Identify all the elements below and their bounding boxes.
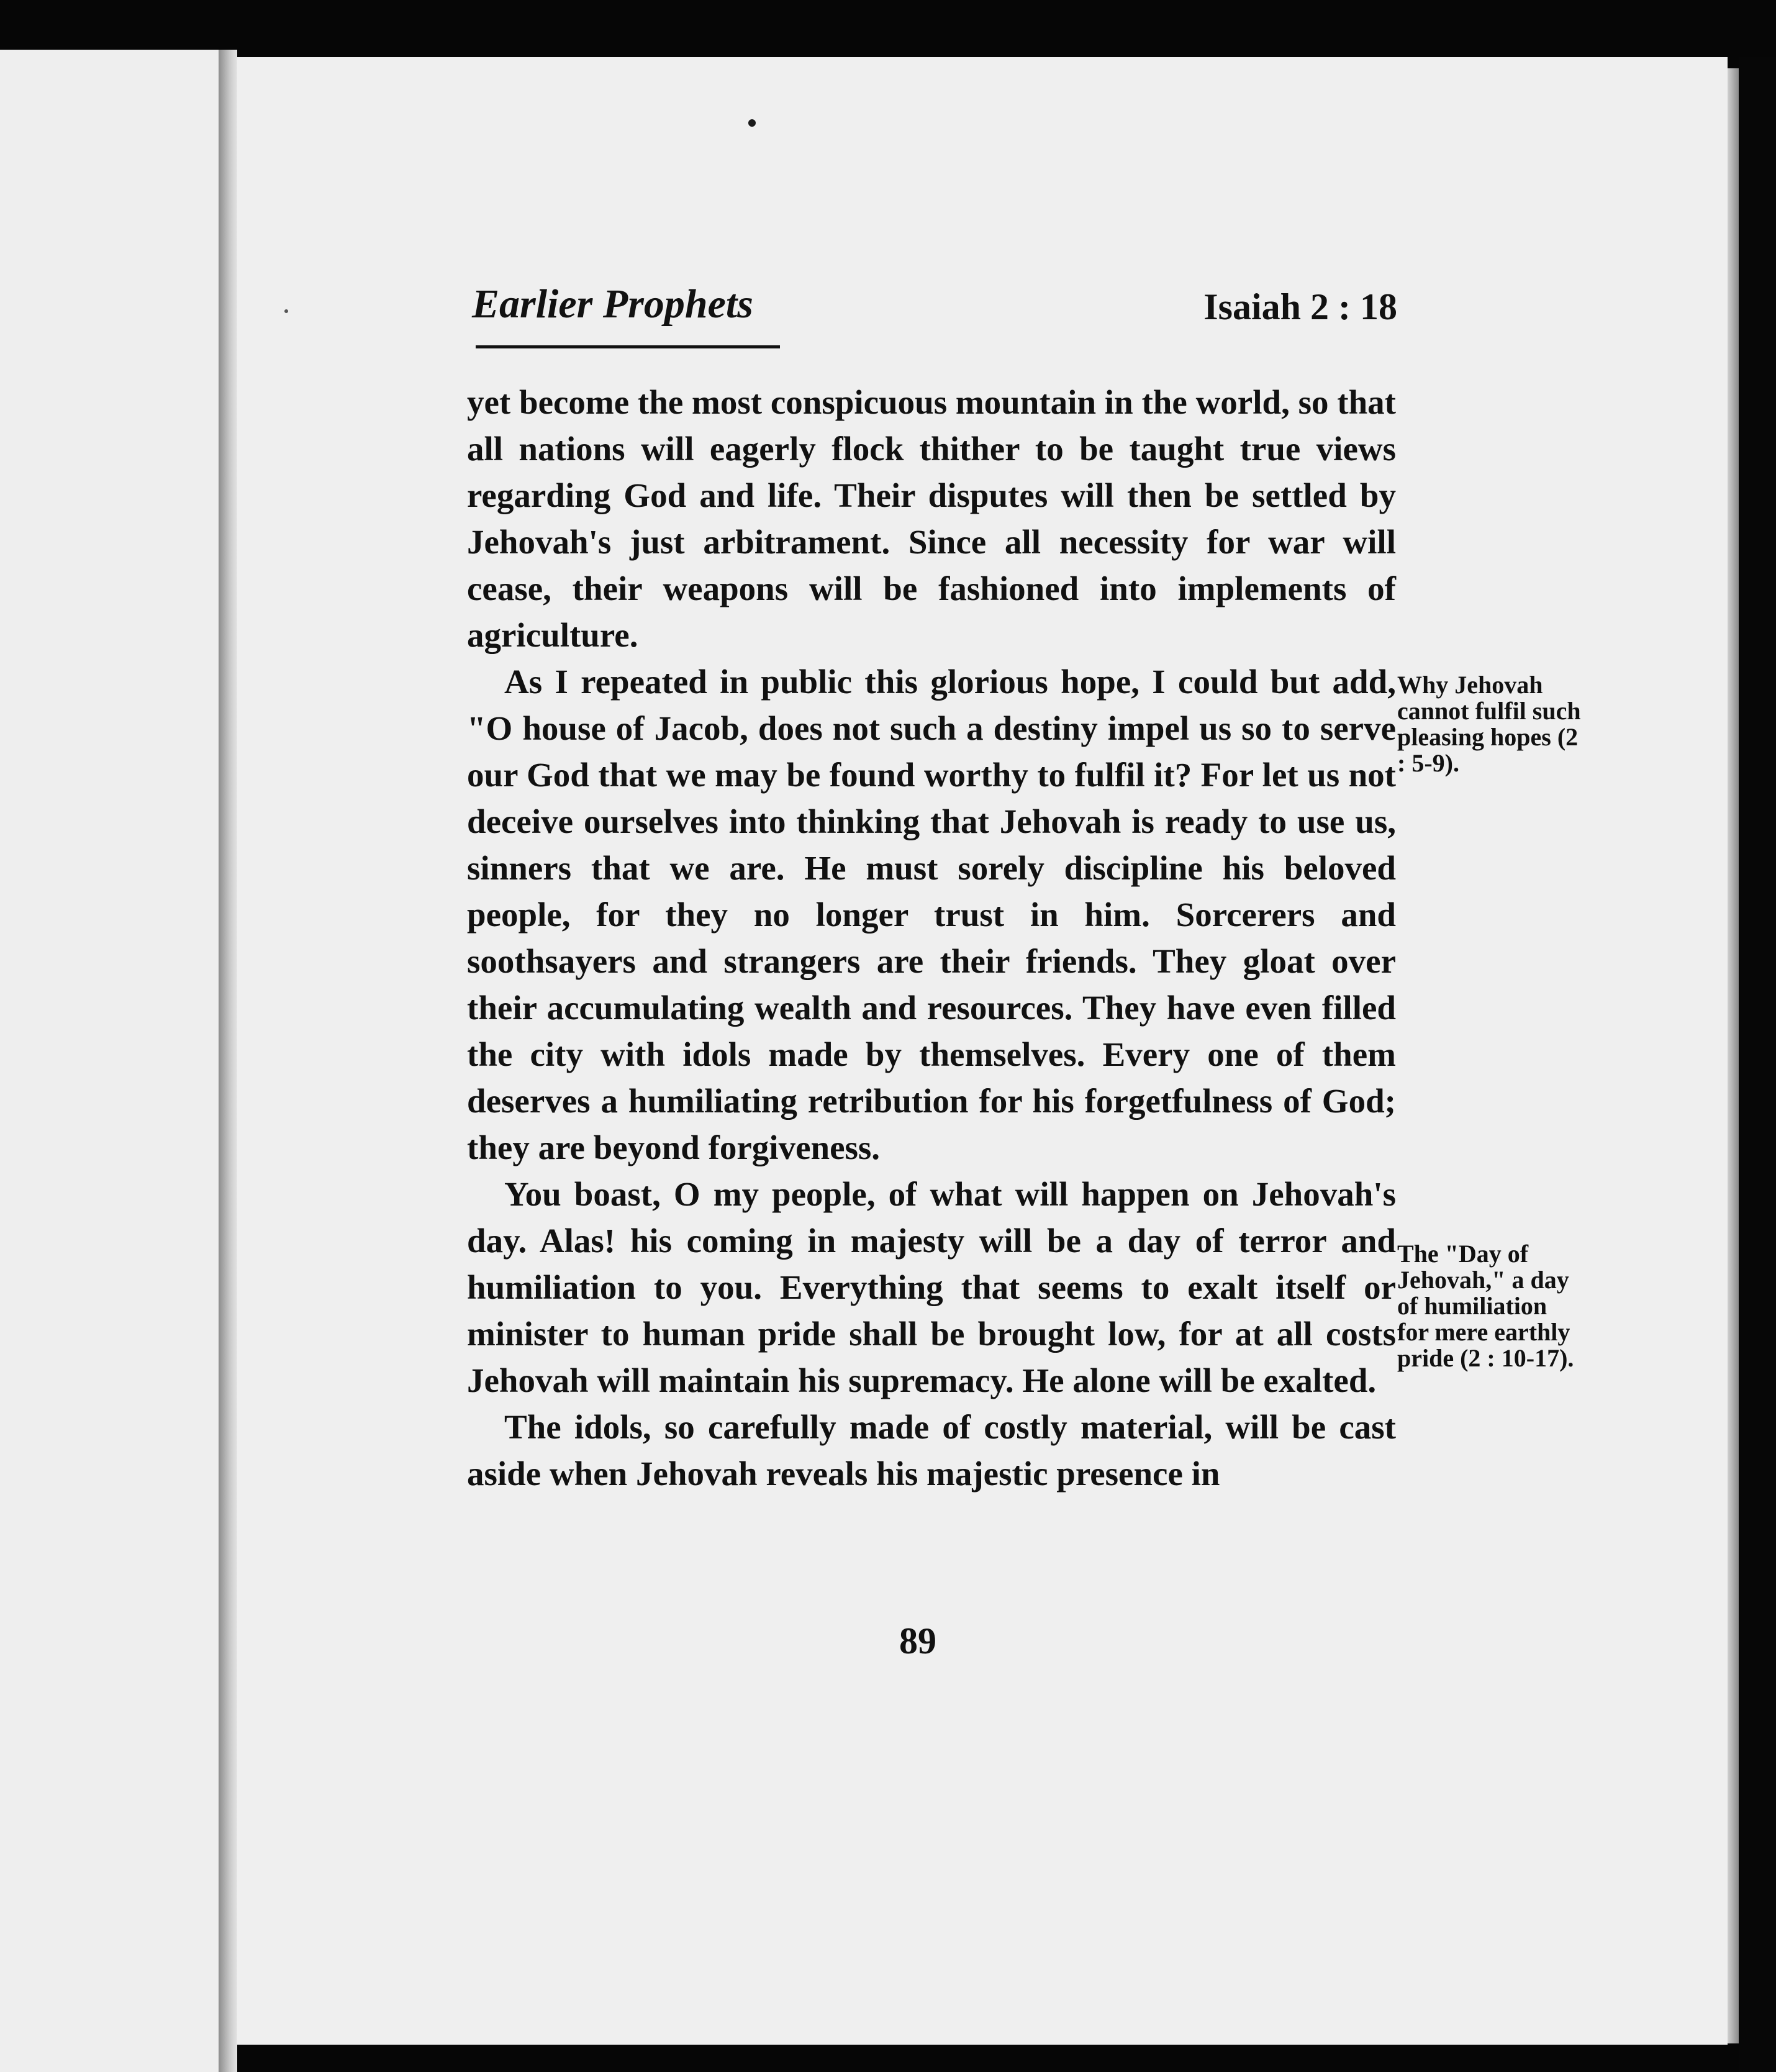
running-head [472,281,1397,337]
facing-page [0,50,219,2072]
page-number: 89 [899,1620,936,1661]
running-head-reference: Isaiah 2 : 18 [1203,286,1397,327]
book-gutter [219,50,237,2072]
ink-speck [284,309,288,313]
paragraph-1: yet become the most conspicuous mountain in the world, so that all nations will eagerly flock thither to be taught true views regarding God and life. Their disputes will then be settled by Jehovah's just arbitrament. Since all necessity for war will cease, their weapons will be fashioned into implements of agriculture. [467,383,1396,654]
margin-note-1: Why Jehovah cannot fulfil such pleasing hopes (2 : 5-9). [1397,671,1581,777]
page-edge-shadow [1728,68,1739,2043]
paragraph-3: You boast, O my people, of what will happen on Jehovah's day. Alas! his coming in majesty will be a day of terror and humiliation to you. Everything that seems to exalt itself or minister to human pride shall be brought low, for at all costs Jehovah will maintain his supremacy. He alone will be exalted. [467,1175,1396,1399]
body-text [467,379,1396,1497]
paragraph-2: As I repeated in public this glorious hope, I could but add, "O house of Jacob, does not such a destiny impel us so to serve our God that we may be found worthy to fulfil it? For let us not deceive ourselves into thinking that Jehovah is ready to use us, sinners that we are. He must sorely discipline his beloved people, for they no longer trust in him. Sorcerers and soothsayers and strangers are their friends. They gloat over their accumulating wealth and resources. They have even filled the city with idols made by themselves. Every one of them deserves a humiliating retribution for his forgetfulness of God; they are beyond forgiveness. [467,663,1396,1166]
scan-border [1739,57,1776,2072]
paragraph-4: The idols, so carefully made of costly material, will be cast aside when Jehovah reveals his majestic presence in [467,1408,1396,1493]
ink-speck [748,119,756,127]
margin-note-2: The "Day of Jehovah," a day of humiliation for mere earthly pride (2 : 10-17). [1397,1240,1574,1372]
running-head-title: Earlier Prophets [472,281,753,327]
running-head-underline [476,345,780,348]
